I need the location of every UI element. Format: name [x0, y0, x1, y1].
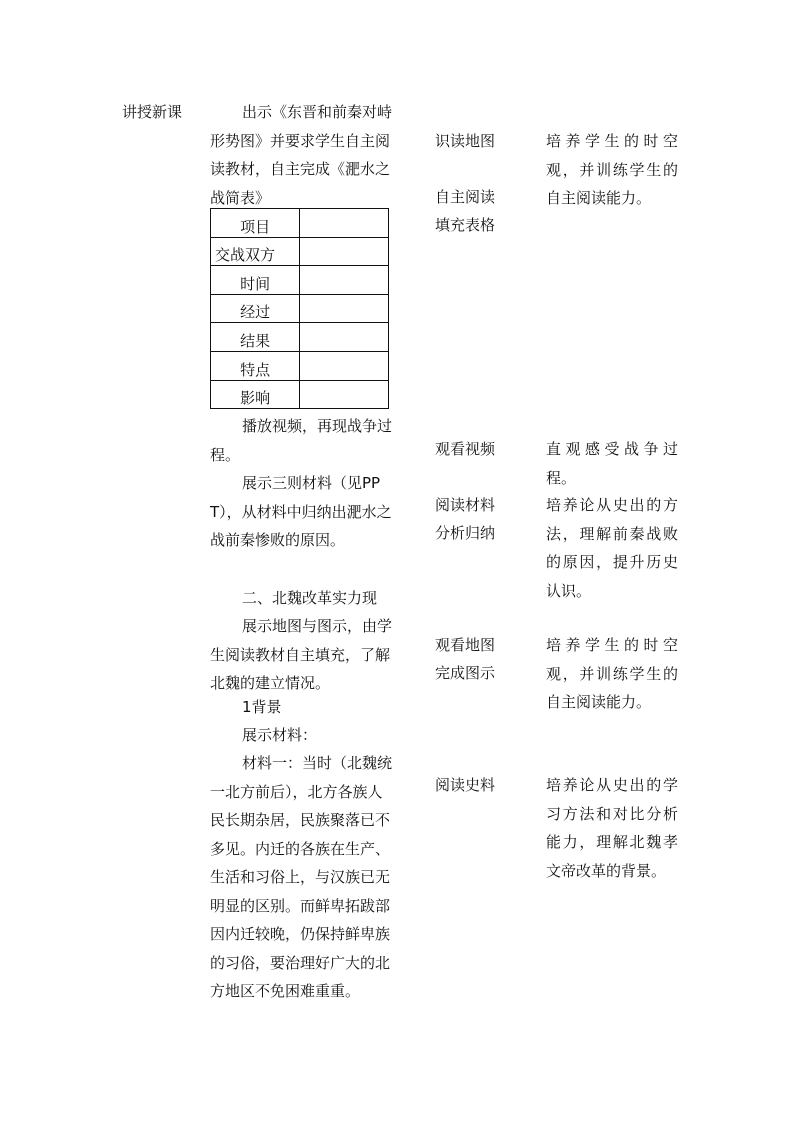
map-text: 展示地图与图示，由学生阅读教材自主填充，了解北魏的建立情况。	[210, 617, 393, 692]
student-activity: 填充表格	[435, 216, 496, 234]
intro-text: 出示《东晋和前秦对峙形势图》并要求学生自主阅读教材，自主完成《淝水之战简表》	[210, 103, 393, 207]
table-cell-label: 交战双方	[211, 237, 300, 266]
table-cell-label: 特点	[211, 351, 300, 380]
table-row	[211, 380, 389, 409]
student-activity: 分析归纳	[435, 524, 496, 542]
stage-label: 讲授新课	[122, 103, 183, 121]
student-activity: 观看视频	[435, 440, 496, 458]
table-cell-label: 影响	[211, 380, 300, 409]
table-cell-blank	[300, 323, 389, 352]
student-activity: 阅读史料	[435, 776, 496, 794]
table-cell-blank	[300, 237, 389, 266]
table-row	[211, 351, 389, 380]
materials-text: 展示三则材料（见PPT），从材料中归纳出淝水之战前秦惨败的原因。	[210, 474, 392, 549]
design-purpose: 培养论从史出的方法，理解前秦战败的原因，提升历史认识。	[546, 496, 678, 600]
material1-text: 材料一：当时（北魏统一北方前后），北方各族人民长期杂居，民族聚落已不多见。内迁的各族在生产、生活和习俗上，与汉族已无明显的区别。而鲜卑拓跋部因内迁较晚，仍保持鲜卑族的习俗，要治理好广大的北方地区不免困难重重。	[210, 754, 393, 1000]
student-activity: 阅读材料	[435, 496, 496, 514]
table-cell-label: 经过	[211, 294, 300, 323]
video-text: 播放视频，再现战争过程。	[210, 417, 393, 464]
table-cell-blank	[300, 380, 389, 409]
bg-heading: 1背景	[242, 698, 282, 716]
table-cell-blank	[300, 294, 389, 323]
table-row	[211, 266, 389, 295]
table-row	[211, 323, 389, 352]
table-cell-blank	[300, 209, 389, 238]
table-cell-blank	[300, 266, 389, 295]
table-cell-label: 时间	[211, 266, 300, 295]
design-purpose: 培养论从史出的学习方法和对比分析能力，理解北魏孝文帝改革的背景。	[546, 776, 678, 880]
table-cell-label: 结果	[211, 323, 300, 352]
show-material: 展示材料：	[242, 726, 318, 744]
student-activity: 观看地图	[435, 636, 496, 654]
table-row	[211, 209, 389, 238]
design-purpose: 直观感受战争过程。	[546, 440, 678, 487]
table-cell-blank	[300, 351, 389, 380]
student-activity: 识读地图	[435, 132, 496, 150]
table-row	[211, 294, 389, 323]
student-activity: 自主阅读	[435, 188, 496, 206]
summary-table	[210, 208, 389, 409]
design-purpose: 培养学生的时空观，并训练学生的自主阅读能力。	[546, 636, 678, 711]
table-cell-label: 项目	[211, 209, 300, 238]
table-row	[211, 237, 389, 266]
student-activity: 完成图示	[435, 664, 496, 682]
design-purpose: 培养学生的时空观，并训练学生的自主阅读能力。	[546, 132, 678, 207]
section2-title: 二、北魏改革实力现	[242, 589, 378, 607]
